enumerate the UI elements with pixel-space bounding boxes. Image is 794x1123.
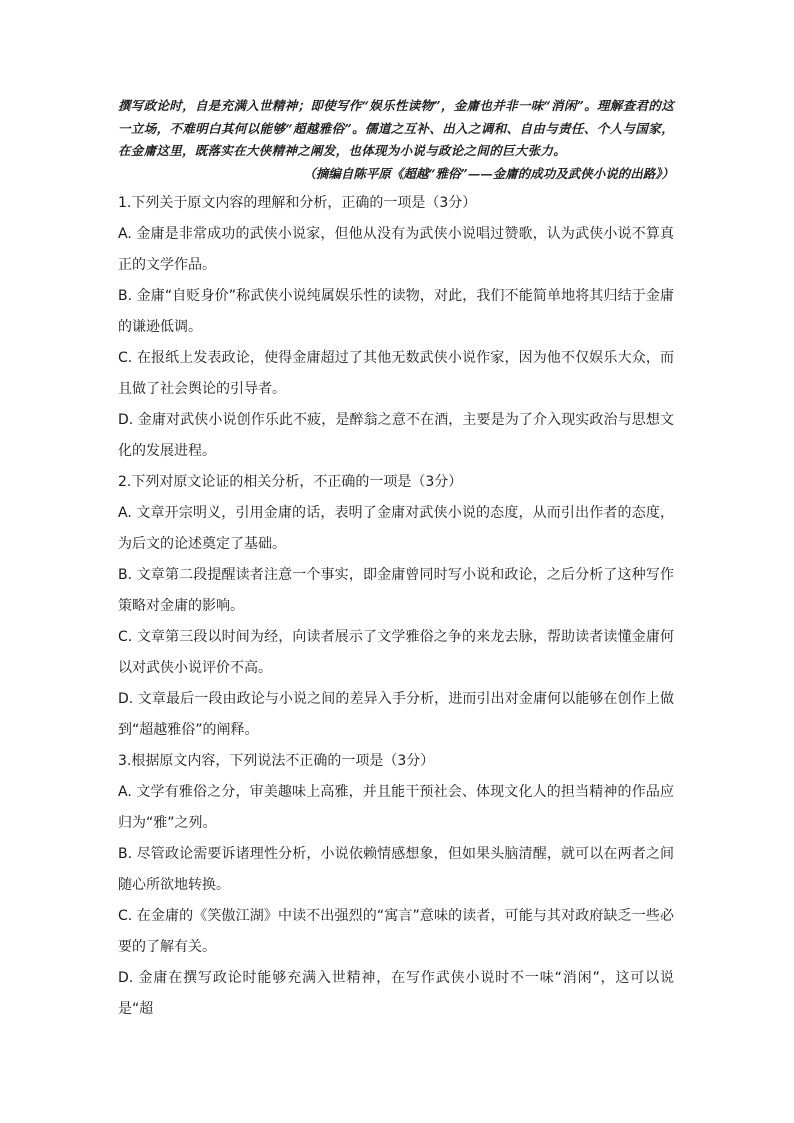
option-b: B. 金庸“自贬身价”称武侠小说纯属娱乐性的读物，对此，我们不能简单地将其归结于金庸的谦逊低调。 [118, 288, 674, 335]
document-page [118, 95, 674, 1025]
option-c: C. 文章第三段以时间为经，向读者展示了文学雅俗之争的来龙去脉，帮助读者读懂金庸何以对武侠小说评价不高。 [118, 629, 674, 676]
question-1 [118, 188, 674, 467]
option-a: A. 文章开宗明义，引用金庸的话，表明了金庸对武侠小说的态度，从而引出作者的态度，为后文的论述奠定了基础。 [118, 505, 674, 552]
option-d: D. 文章最后一段由政论与小说之间的差异入手分析，进而引出对金庸何以能够在创作上做到“超越雅俗”的阐释。 [118, 691, 674, 738]
question-title: 3.根据原文内容，下列说法不正确的一项是（3分） [118, 753, 435, 769]
option-c: C. 在报纸上发表政论，使得金庸超过了其他无数武侠小说作家，因为他不仅娱乐大众，而且做了社会舆论的引导者。 [118, 350, 674, 397]
question-2 [118, 467, 674, 746]
option-d: D. 金庸在撰写政论时能够充满入世精神，在写作武侠小说时不一味“消闲”，这可以说是“超 [118, 970, 674, 1017]
option-b: B. 尽管政论需要诉诸理性分析，小说依赖情感想象，但如果头脑清醒，就可以在两者之间随心所欲地转换。 [118, 846, 674, 893]
option-d: D. 金庸对武侠小说创作乐此不疲，是醉翁之意不在酒，主要是为了介入现实政治与思想文化的发展进程。 [118, 412, 674, 459]
option-a: A. 金庸是非常成功的武侠小说家，但他从没有为武侠小说唱过赞歌，认为武侠小说不算真正的文学作品。 [118, 226, 674, 273]
question-3 [118, 746, 674, 1025]
question-title: 1.下列关于原文内容的理解和分析，正确的一项是（3分） [118, 195, 477, 211]
question-title: 2.下列对原文论证的相关分析，不正确的一项是（3分） [118, 474, 463, 490]
option-c: C. 在金庸的《笑傲江湖》中读不出强烈的“寓言”意味的读者，可能与其对政府缺乏一些必要的了解有关。 [118, 908, 674, 955]
option-b: B. 文章第二段提醒读者注意一个事实，即金庸曾同时写小说和政论，之后分析了这种写作策略对金庸的影响。 [118, 567, 674, 614]
option-a: A. 文学有雅俗之分，审美趣味上高雅，并且能干预社会、体现文化人的担当精神的作品应归为“雅”之列。 [118, 784, 674, 831]
passage-source: （摘编自陈平原《超越“雅俗”——金庸的成功及武侠小说的出路》） [303, 165, 674, 181]
passage-paragraph: 撰写政论时，自是充满入世精神；即使写作“娱乐性读物”，金庸也并非一味“消闲”。理解查君的这一立场，不难明白其何以能够“超越雅俗”。儒道之互补、出入之调和、自由与责任、个人与国家，在金庸这里，既落实在大侠精神之阐发，也体现为小说与政论之间的巨大张力。 [118, 98, 674, 158]
